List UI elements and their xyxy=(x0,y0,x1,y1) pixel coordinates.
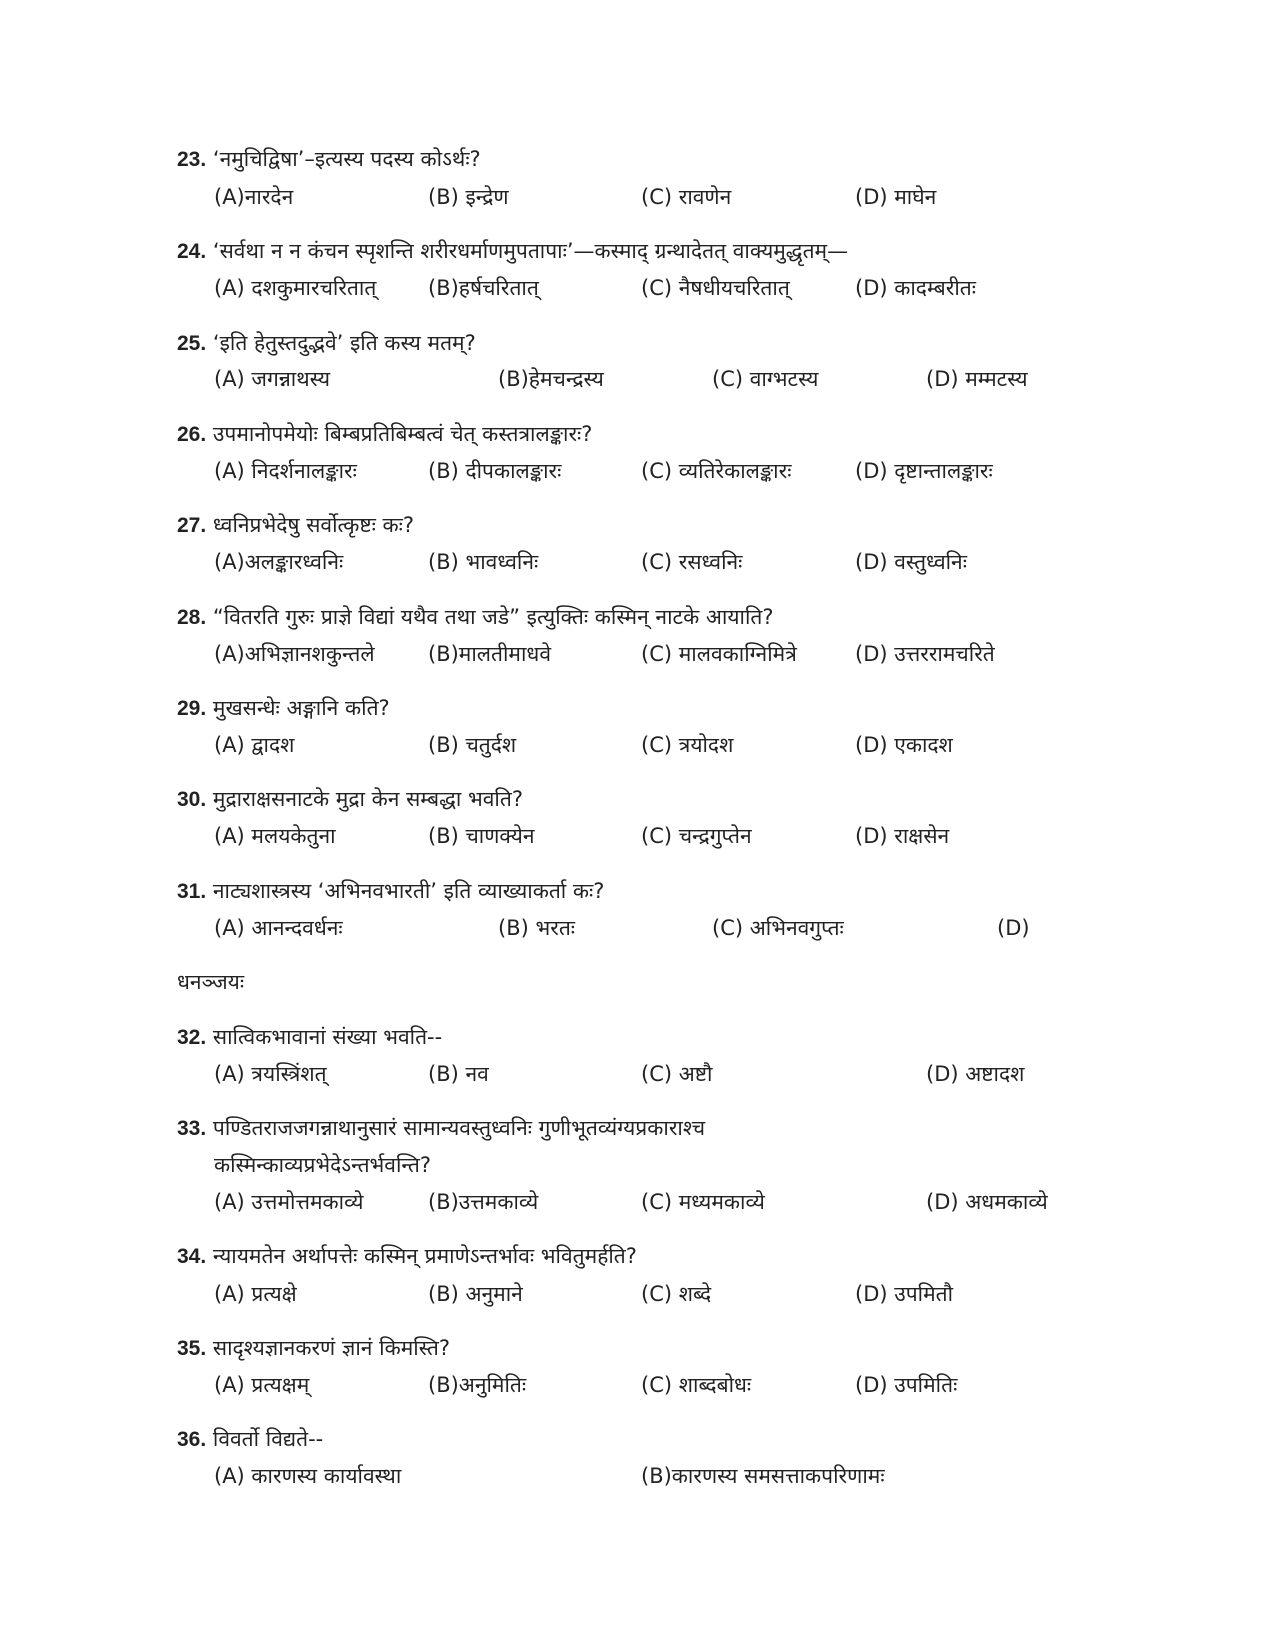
option-c: (C) मध्यमकाव्ये xyxy=(641,1190,765,1214)
option-b: (B)कारणस्य समसत्ताकपरिणामः xyxy=(641,1464,885,1488)
option-a: (A) त्रयस्त्रिंशत् xyxy=(214,1062,327,1086)
option-b: (B) भरतः xyxy=(498,916,576,940)
option-d: (D) मम्मटस्य xyxy=(926,367,1028,391)
option-b: (B) चतुर्दश xyxy=(428,733,517,757)
option-c: (C) अभिनवगुप्तः xyxy=(712,916,844,940)
question-number: 26. xyxy=(177,423,207,446)
question-number: 33. xyxy=(177,1117,207,1140)
option-b: (B) इन्द्रेण xyxy=(428,185,509,209)
option-b: (B) अनुमाने xyxy=(428,1282,523,1306)
question-text: न्यायमतेन अर्थापत्तेः कस्मिन् प्रमाणेऽन्तर्भावः भवितुमर्हति? xyxy=(212,1244,637,1268)
option-c: (C) नैषधीयचरितात् xyxy=(641,276,790,300)
question-33 xyxy=(177,1113,705,1144)
option-b: (B)हर्षचरितात् xyxy=(428,276,539,300)
option-a: (A)नारदेन xyxy=(214,185,294,209)
option-d: (D) अधमकाव्ये xyxy=(926,1190,1048,1214)
question-number: 31. xyxy=(177,880,207,903)
question-28 xyxy=(177,602,774,633)
question-31 xyxy=(177,876,604,907)
option-d-overflow: धनञ्जयः xyxy=(177,970,245,994)
option-d: (D) दृष्टान्तालङ्कारः xyxy=(855,459,993,483)
question-text: ध्वनिप्रभेदेषु सर्वोत्कृष्टः कः? xyxy=(212,513,415,537)
question-36 xyxy=(177,1424,323,1455)
option-c: (C) शब्दे xyxy=(641,1282,712,1306)
question-34 xyxy=(177,1241,637,1272)
question-text: मुद्राराक्षसनाटके मुद्रा केन सम्बद्धा भवति? xyxy=(212,787,523,811)
option-c: (C) व्यतिरेकालङ्कारः xyxy=(641,459,792,483)
question-text: “वितरति गुरुः प्राज्ञे विद्यां यथैव तथा जडे” इत्युक्तिः कस्मिन् नाटके आयाति? xyxy=(212,605,774,629)
option-d: (D) उत्तररामचरिते xyxy=(855,642,995,666)
option-d: (D) कादम्बरीतः xyxy=(855,276,977,300)
question-number: 30. xyxy=(177,788,207,811)
question-text: सात्विकभावानां संख्या भवति-- xyxy=(212,1025,443,1049)
option-a: (A) दशकुमारचरितात् xyxy=(214,276,377,300)
question-text: ‘नमुचिद्विषा’–इत्यस्य पदस्य कोऽर्थः? xyxy=(212,147,481,171)
option-c: (C) चन्द्रगुप्तेन xyxy=(641,824,752,848)
question-23 xyxy=(177,144,481,175)
option-c: (C) मालवकाग्निमित्रे xyxy=(641,642,797,666)
question-number: 23. xyxy=(177,148,207,171)
question-35 xyxy=(177,1333,450,1364)
question-text: सादृश्यज्ञानकरणं ज्ञानं किमस्ति? xyxy=(212,1336,450,1360)
question-26 xyxy=(177,419,592,450)
question-30 xyxy=(177,784,523,815)
option-d: (D) एकादश xyxy=(855,733,953,757)
option-a: (A) द्वादश xyxy=(214,733,295,757)
option-a: (A) कारणस्य कार्यावस्था xyxy=(214,1464,402,1488)
option-a: (A) प्रत्यक्षे xyxy=(214,1282,297,1306)
option-a: (A)अलङ्कारध्वनिः xyxy=(214,550,344,574)
option-a: (A) उत्तमोत्तमकाव्ये xyxy=(214,1190,364,1214)
option-b: (B) दीपकालङ्कारः xyxy=(428,459,562,483)
option-b: (B) चाणक्येन xyxy=(428,824,535,848)
option-b: (B)उत्तमकाव्ये xyxy=(428,1190,539,1214)
question-text-continuation: कस्मिन्काव्यप्रभेदेऽन्तर्भवन्ति? xyxy=(214,1153,432,1177)
option-d: (D) xyxy=(997,916,1030,940)
option-a: (A)अभिज्ञानशकुन्तले xyxy=(214,642,375,666)
option-c: (C) रावणेन xyxy=(641,185,732,209)
option-c: (C) रसध्वनिः xyxy=(641,550,743,574)
question-number: 27. xyxy=(177,514,207,537)
question-text: ‘इति हेतुस्तदुद्भवे’ इति कस्य मतम्? xyxy=(212,331,476,355)
option-b: (B) भावध्वनिः xyxy=(428,550,539,574)
question-text: नाट्यशास्त्रस्य ‘अभिनवभारती’ इति व्याख्याकर्ता कः? xyxy=(212,879,605,903)
option-d: (D) राक्षसेन xyxy=(855,824,950,848)
option-a: (A) निदर्शनालङ्कारः xyxy=(214,459,357,483)
question-number: 35. xyxy=(177,1337,207,1360)
question-27 xyxy=(177,510,414,541)
question-text: पण्डितराजजगन्नाथानुसारं सामान्यवस्तुध्वनिः गुणीभूतव्यंग्यप्रकाराश्च xyxy=(212,1116,706,1140)
option-a: (A) प्रत्यक्षम् xyxy=(214,1373,310,1397)
question-number: 32. xyxy=(177,1026,207,1049)
option-b: (B) नव xyxy=(428,1062,489,1086)
option-b: (B)मालतीमाधवे xyxy=(428,642,552,666)
question-number: 25. xyxy=(177,332,207,355)
question-text: विवर्तो विद्यते-- xyxy=(212,1427,324,1451)
option-a: (A) जगन्नाथस्य xyxy=(214,367,331,391)
option-d: (D) अष्टादश xyxy=(926,1062,1025,1086)
question-number: 24. xyxy=(177,240,207,263)
option-d: (D) उपमितिः xyxy=(855,1373,958,1397)
option-a: (A) मलयकेतुना xyxy=(214,824,336,848)
question-text: उपमानोपमेयोः बिम्बप्रतिबिम्बत्वं चेत् कस्तत्रालङ्कारः? xyxy=(212,422,593,446)
question-29 xyxy=(177,693,390,724)
option-c: (C) वाग्भटस्य xyxy=(712,367,819,391)
question-text: ‘सर्वथा न न कंचन स्पृशन्ति शरीरधर्माणमुपतापाः’—कस्माद् ग्रन्थादेतत् वाक्यमुद्धृतम्— xyxy=(212,239,849,263)
question-number: 28. xyxy=(177,606,207,629)
question-number: 34. xyxy=(177,1245,207,1268)
option-c: (C) त्रयोदश xyxy=(641,733,734,757)
question-number: 36. xyxy=(177,1428,207,1451)
option-d: (D) उपमितौ xyxy=(855,1282,954,1306)
option-b: (B)हेमचन्द्रस्य xyxy=(498,367,604,391)
question-24 xyxy=(177,236,848,267)
question-text: मुखसन्धेः अङ्गानि कति? xyxy=(212,696,390,720)
question-25 xyxy=(177,328,476,359)
question-32 xyxy=(177,1022,442,1053)
option-c: (C) शाब्दबोधः xyxy=(641,1373,752,1397)
question-number: 29. xyxy=(177,697,207,720)
option-d: (D) माघेन xyxy=(855,185,937,209)
option-a: (A) आनन्दवर्धनः xyxy=(214,916,343,940)
option-d: (D) वस्तुध्वनिः xyxy=(855,550,967,574)
option-b: (B)अनुमितिः xyxy=(428,1373,527,1397)
option-c: (C) अष्टौ xyxy=(641,1062,713,1086)
